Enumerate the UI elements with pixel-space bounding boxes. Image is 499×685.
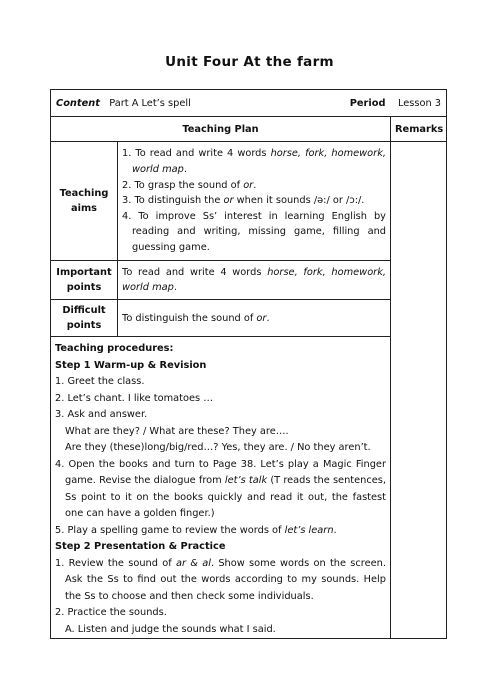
procedures-heading: Teaching procedures: [55,343,174,354]
document-title: Unit Four At the farm [165,54,334,70]
content-label: Content [56,97,100,109]
aim-item-3: 3. To distinguish the or when it sounds /ə:/ or /ɔ:/. [122,195,365,207]
period-label: Period [349,97,386,109]
content-value: Part A Let’s spell [109,97,191,109]
procedures-content [51,337,391,639]
step1-item-3: 3. Ask and answer. [55,409,148,420]
step1-item-4: 4. Open the books and turn to Page 38. Let’s play a Magic Finger game. Revise the dialogue from let’s talk (T reads the sentences, Ss point to it on the books quickly and read it out, the fastest one can have a golden finger.) [55,458,386,519]
remarks-header: Remarks [391,117,447,142]
step1-heading: Step 1 Warm-up & Revision [55,359,207,371]
lesson-plan-table [50,89,447,639]
important-row [51,261,447,300]
aim-item-1: 1. To read and write 4 words horse, fork, homework, world map. [122,148,386,176]
step2-item-1: 1. Review the sound of ar & al. Show some words on the screen. Ask the Ss to find out the words according to my sounds. Help the Ss to choose and then check some individuals. [55,557,386,602]
step2-item-2: 2. Practice the sounds. [55,607,167,618]
period-value: Lesson 3 [397,97,442,109]
teaching-plan-header: Teaching Plan [51,117,391,142]
step1-item-3b: Are they (these)long/big/red…? Yes, they are. / No they aren’t. [65,442,371,453]
important-content: To read and write 4 words horse, fork, homework, world map. [118,261,391,300]
step1-item-2: 2. Let’s chant. I like tomatoes … [55,392,213,404]
step1-item-1: 1. Greet the class. [55,376,145,387]
difficult-row [51,300,447,337]
aims-content [118,142,391,261]
step1-item-5: 5. Play a spelling game to review the words of let’s learn. [55,524,337,536]
difficult-content: To distinguish the sound of or. [118,300,391,337]
content-row [51,90,447,117]
aim-item-4: 4. To improve Ss’ interest in learning English by reading and writing, missing game, filling and guessing game. [122,210,386,253]
remarks-cell [391,142,447,639]
aims-label: Teaching aims [51,142,118,261]
procedures-row [51,337,447,639]
step2-heading: Step 2 Presentation & Practice [55,541,226,552]
aims-row [51,142,447,261]
important-label: Important points [51,261,118,300]
difficult-label: Difficult points [51,300,118,337]
step1-item-3a: What are they? / What are these? They are…. [65,425,289,437]
step2-item-2a: A. Listen and judge the sounds what I said. [65,623,276,635]
plan-header-row [51,117,447,142]
aim-item-2: 2. To grasp the sound of or. [122,179,257,191]
